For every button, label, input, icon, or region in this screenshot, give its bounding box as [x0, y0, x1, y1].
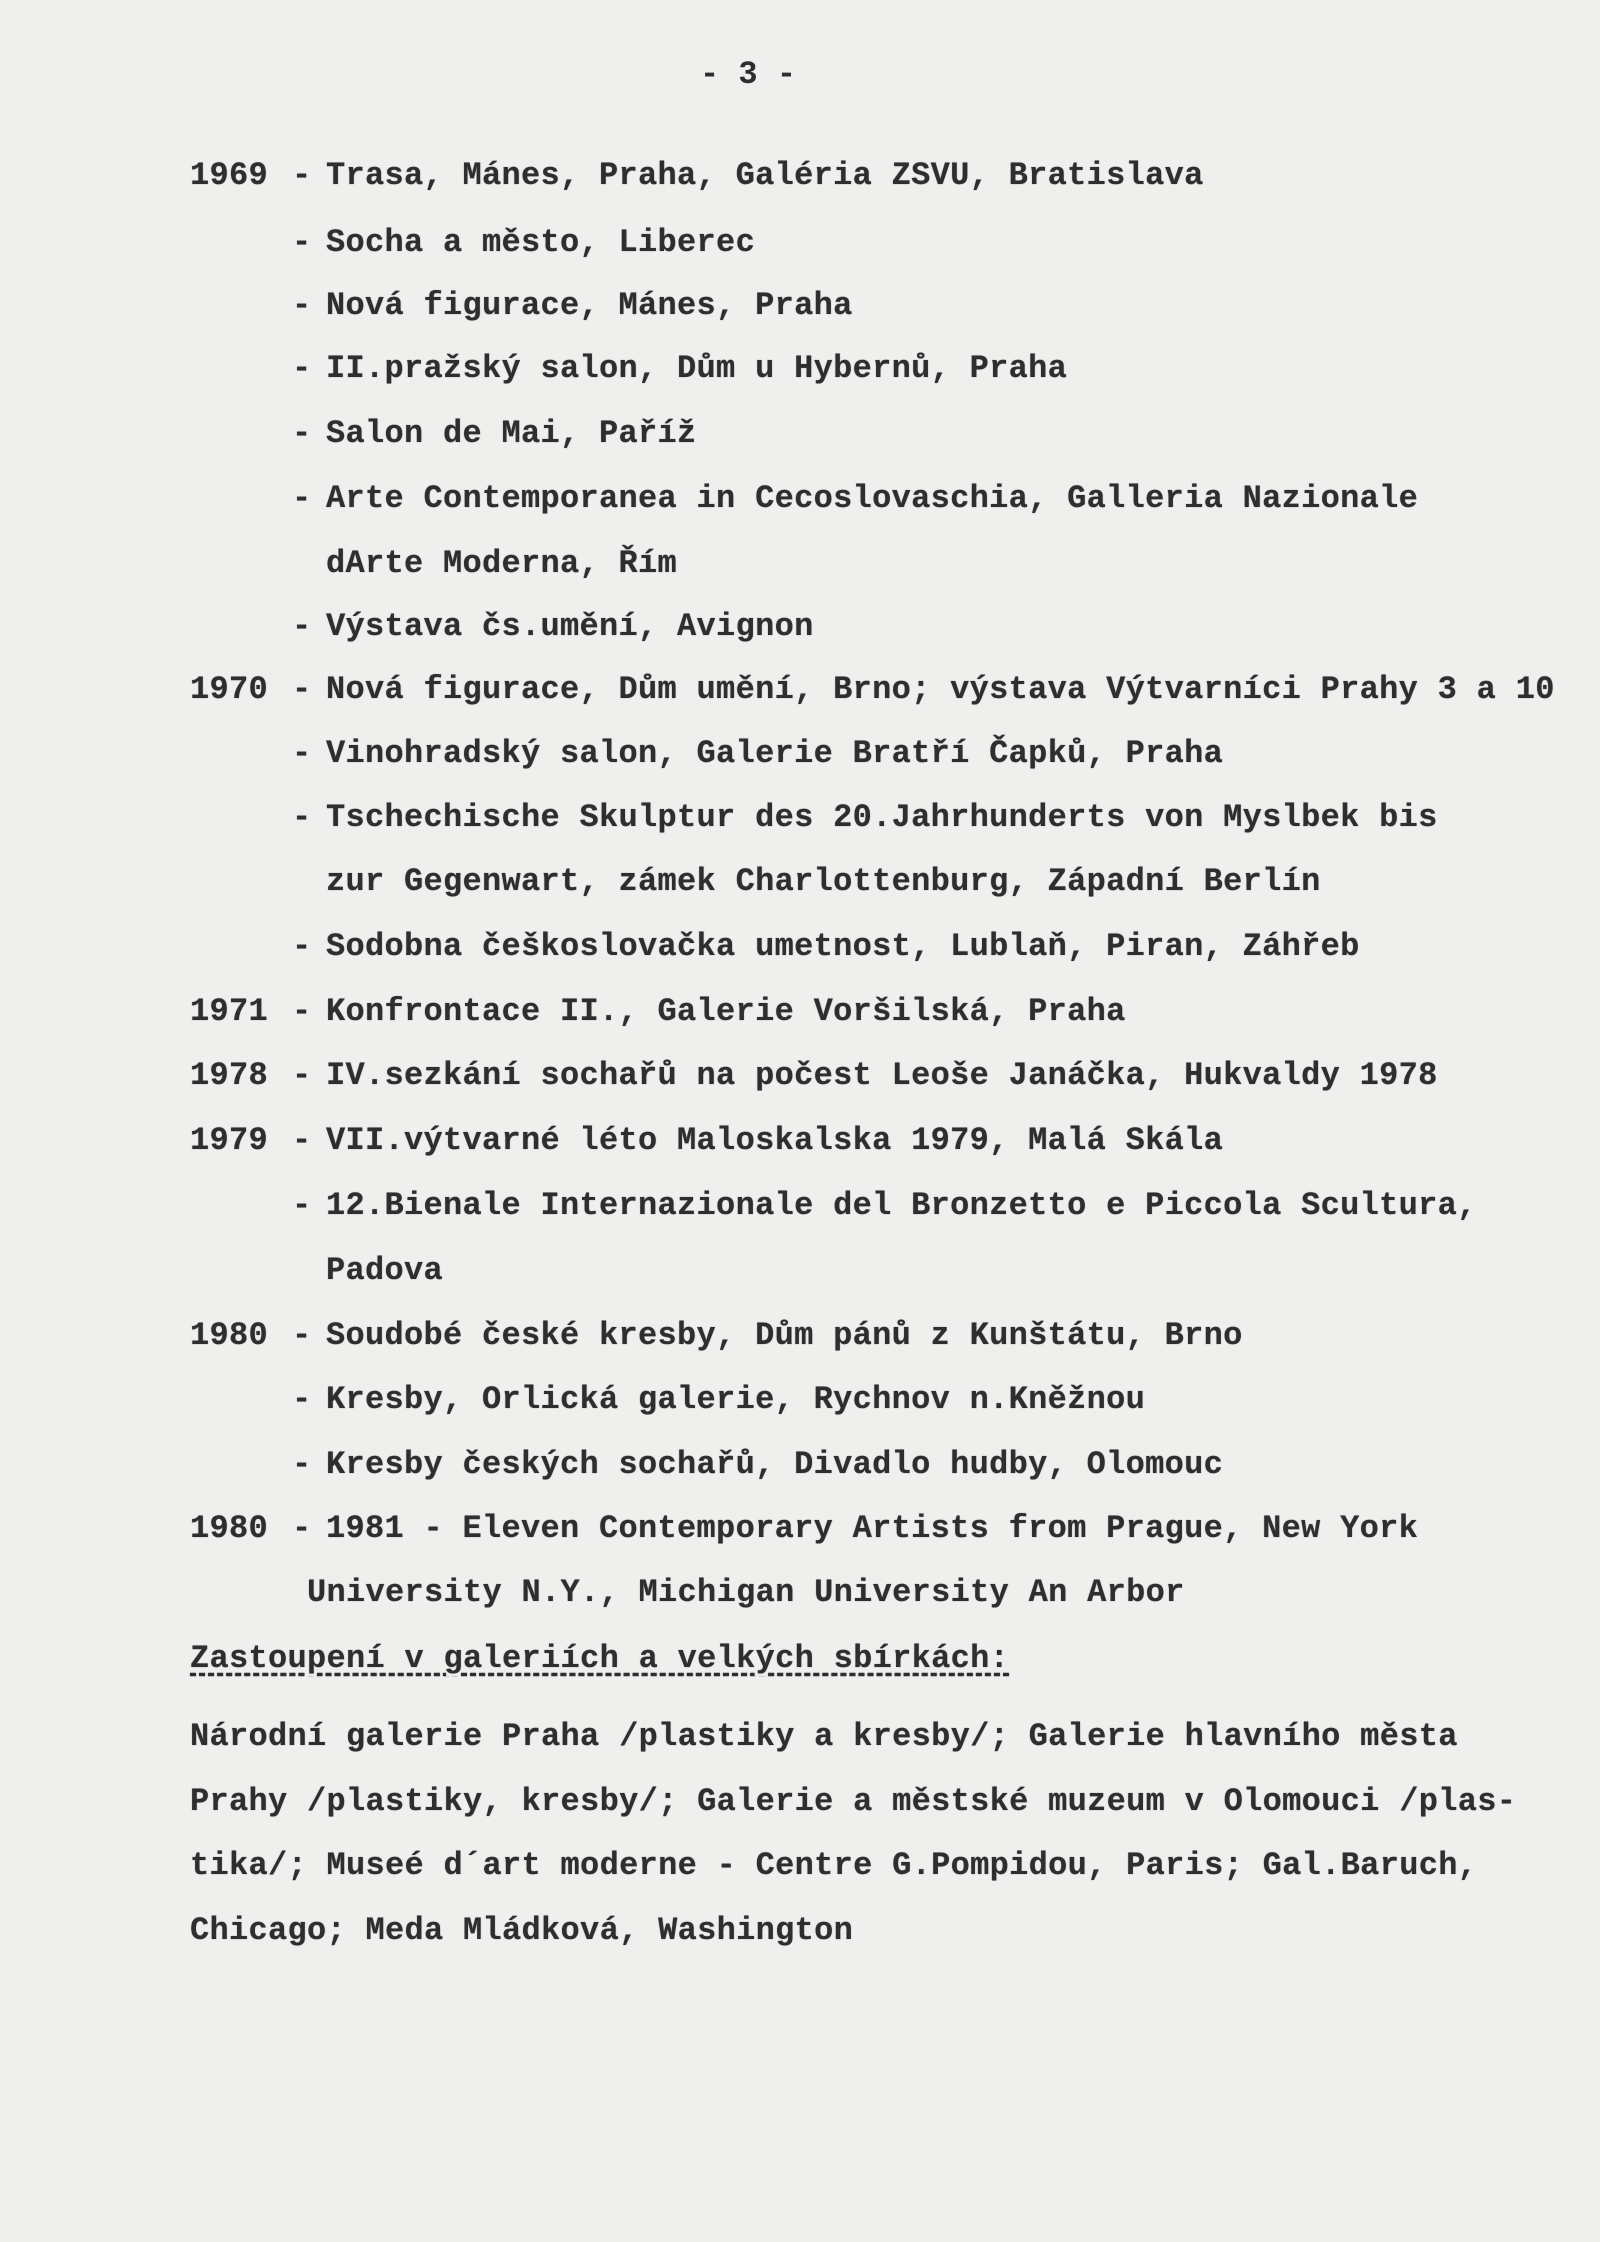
entry-dash: -	[292, 799, 312, 836]
entry-continuation: zur Gegenwart, zámek Charlottenburg, Západní Berlín	[326, 863, 1321, 900]
entry-dash: -	[292, 1317, 312, 1354]
entry-dash: -	[292, 1446, 312, 1483]
entry-dash: -	[292, 993, 312, 1030]
entry-year: 1978	[190, 1057, 269, 1094]
entry-dash: -	[292, 735, 312, 772]
entry-dash: -	[292, 415, 312, 452]
entry-text: Salon de Mai, Paříž	[326, 415, 697, 452]
entry-dash: -	[292, 1510, 312, 1547]
entry-text: 1981 - Eleven Contemporary Artists from Prague, New York	[326, 1510, 1419, 1547]
entry-text: 12.Bienale Internazionale del Bronzetto e Piccola Scultura,	[326, 1187, 1477, 1224]
entry-text: II.pražský salon, Dům u Hybernů, Praha	[326, 350, 1068, 387]
entry-dash: -	[292, 1122, 312, 1159]
entry-dash: -	[292, 1381, 312, 1418]
entry-dash: -	[292, 480, 312, 517]
entry-text: Konfrontace II., Galerie Voršilská, Praha	[326, 993, 1126, 1030]
collections-paragraph-line: Chicago; Meda Mládková, Washington	[190, 1912, 854, 1949]
entry-dash: -	[292, 928, 312, 965]
entry-text: University N.Y., Michigan University An Arbor	[307, 1574, 1185, 1611]
collections-paragraph-line: Prahy /plastiky, kresby/; Galerie a městské muzeum v Olomouci /plas-	[190, 1783, 1517, 1820]
entry-text: Nová figurace, Mánes, Praha	[326, 287, 853, 324]
entry-text: VII.výtvarné léto Maloskalska 1979, Malá Skála	[326, 1122, 1224, 1159]
entry-text: Trasa, Mánes, Praha, Galéria ZSVU, Bratislava	[326, 157, 1204, 194]
entry-text: Kresby českých sochařů, Divadlo hudby, Olomouc	[326, 1446, 1224, 1483]
entry-year: 1980	[190, 1317, 269, 1354]
entry-text: IV.sezkání sochařů na počest Leoše Janáčka, Hukvaldy 1978	[326, 1057, 1438, 1094]
collections-paragraph-line: Národní galerie Praha /plastiky a kresby/; Galerie hlavního města	[190, 1718, 1458, 1755]
entry-text: Výstava čs.umění, Avignon	[326, 608, 814, 645]
entry-text: Nová figurace, Dům umění, Brno; výstava Výtvarníci Prahy 3 a 10	[326, 671, 1555, 708]
entry-dash: -	[292, 1187, 312, 1224]
entry-dash: -	[292, 608, 312, 645]
entry-text: Kresby, Orlická galerie, Rychnov n.Kněžnou	[326, 1381, 1146, 1418]
entry-year: 1979	[190, 1122, 269, 1159]
entry-year: 1970	[190, 671, 269, 708]
entry-text: Tschechische Skulptur des 20.Jahrhunderts von Myslbek bis	[326, 799, 1438, 836]
entry-text: Arte Contemporanea in Cecoslovaschia, Galleria Nazionale	[326, 480, 1419, 517]
entry-dash: -	[292, 224, 312, 261]
entry-year: 1969	[190, 157, 269, 194]
entry-continuation: dArte Moderna, Řím	[326, 545, 678, 582]
entry-text: Soudobé české kresby, Dům pánů z Kunštátu, Brno	[326, 1317, 1243, 1354]
collections-paragraph-line: tika/; Museé d´art moderne - Centre G.Pompidou, Paris; Gal.Baruch,	[190, 1847, 1478, 1884]
entry-continuation: Padova	[326, 1252, 444, 1289]
page-number: - 3 -	[700, 56, 797, 93]
entry-text: Socha a město, Liberec	[326, 224, 756, 261]
entry-year: 1971	[190, 993, 269, 1030]
entry-text: Vinohradský salon, Galerie Bratří Čapků, Praha	[326, 735, 1224, 772]
entry-text: Sodobna češkoslovačka umetnost, Lublaň, Piran, Záhřeb	[326, 928, 1360, 965]
entry-dash: -	[292, 287, 312, 324]
entry-year: 1980	[190, 1510, 269, 1547]
entry-dash: -	[292, 671, 312, 708]
entry-dash: -	[292, 157, 312, 194]
entry-dash: -	[292, 350, 312, 387]
section-heading: Zastoupení v galeriích a velkých sbírkách:	[190, 1640, 1010, 1677]
entry-dash: -	[292, 1057, 312, 1094]
